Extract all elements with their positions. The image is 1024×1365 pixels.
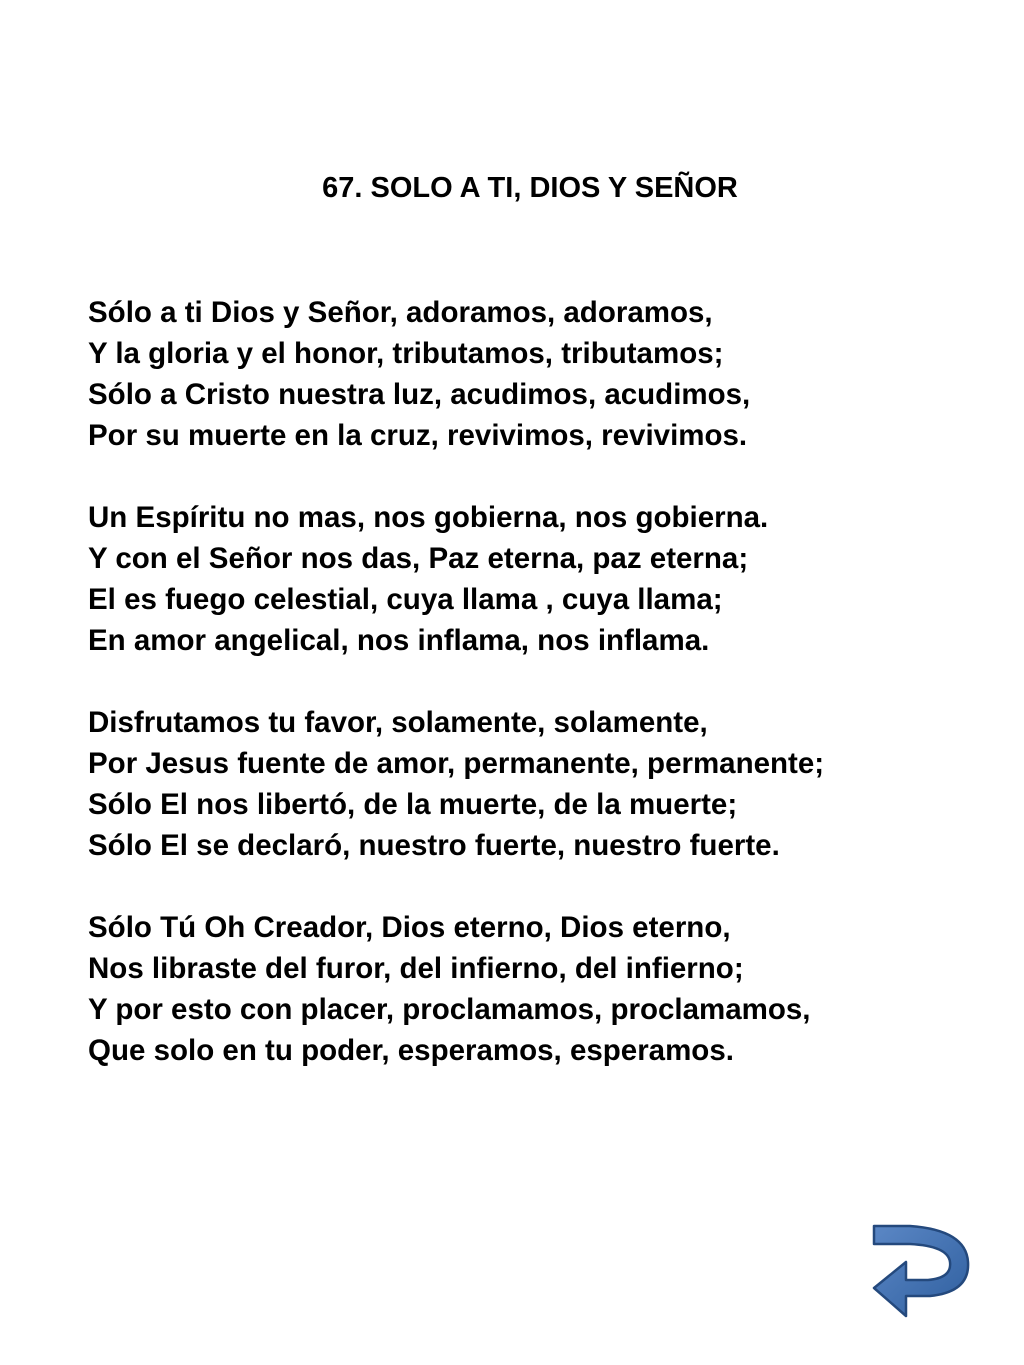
lyric-line: Nos libraste del furor, del infierno, del infierno; (88, 952, 744, 985)
lyric-line: Sólo Tú Oh Creador, Dios eterno, Dios eterno, (88, 911, 731, 944)
lyric-line: Sólo a ti Dios y Señor, adoramos, adoramos, (88, 296, 713, 329)
stanza-3 (88, 702, 988, 866)
lyric-line: Y la gloria y el honor, tributamos, tributamos; (88, 337, 724, 370)
lyric-line: En amor angelical, nos inflama, nos inflama. (88, 624, 710, 657)
lyric-line: Por su muerte en la cruz, revivimos, revivimos. (88, 419, 748, 452)
lyric-line: Un Espíritu no mas, nos gobierna, nos gobierna. (88, 501, 769, 534)
lyric-line: Por Jesus fuente de amor, permanente, permanente; (88, 747, 825, 780)
lyric-line: Que solo en tu poder, esperamos, esperamos. (88, 1034, 734, 1067)
stanza-2 (88, 497, 988, 661)
lyric-line: Sólo El nos libertó, de la muerte, de la muerte; (88, 788, 738, 821)
lyrics (88, 292, 988, 1112)
stanza-1 (88, 292, 988, 456)
lyric-line: Y con el Señor nos das, Paz eterna, paz eterna; (88, 542, 749, 575)
lyric-line: Y por esto con placer, proclamamos, proclamamos, (88, 993, 811, 1026)
back-button[interactable] (870, 1222, 974, 1322)
lyric-line: Sólo a Cristo nuestra luz, acudimos, acudimos, (88, 378, 751, 411)
song-title: 67. SOLO A TI, DIOS Y SEÑOR (322, 172, 738, 204)
lyric-line: Sólo El se declaró, nuestro fuerte, nuestro fuerte. (88, 829, 780, 862)
return-arrow-icon (870, 1222, 974, 1322)
lyric-line: Disfrutamos tu favor, solamente, solamente, (88, 706, 708, 739)
stanza-4 (88, 907, 988, 1071)
lyric-line: El es fuego celestial, cuya llama , cuya llama; (88, 583, 723, 616)
